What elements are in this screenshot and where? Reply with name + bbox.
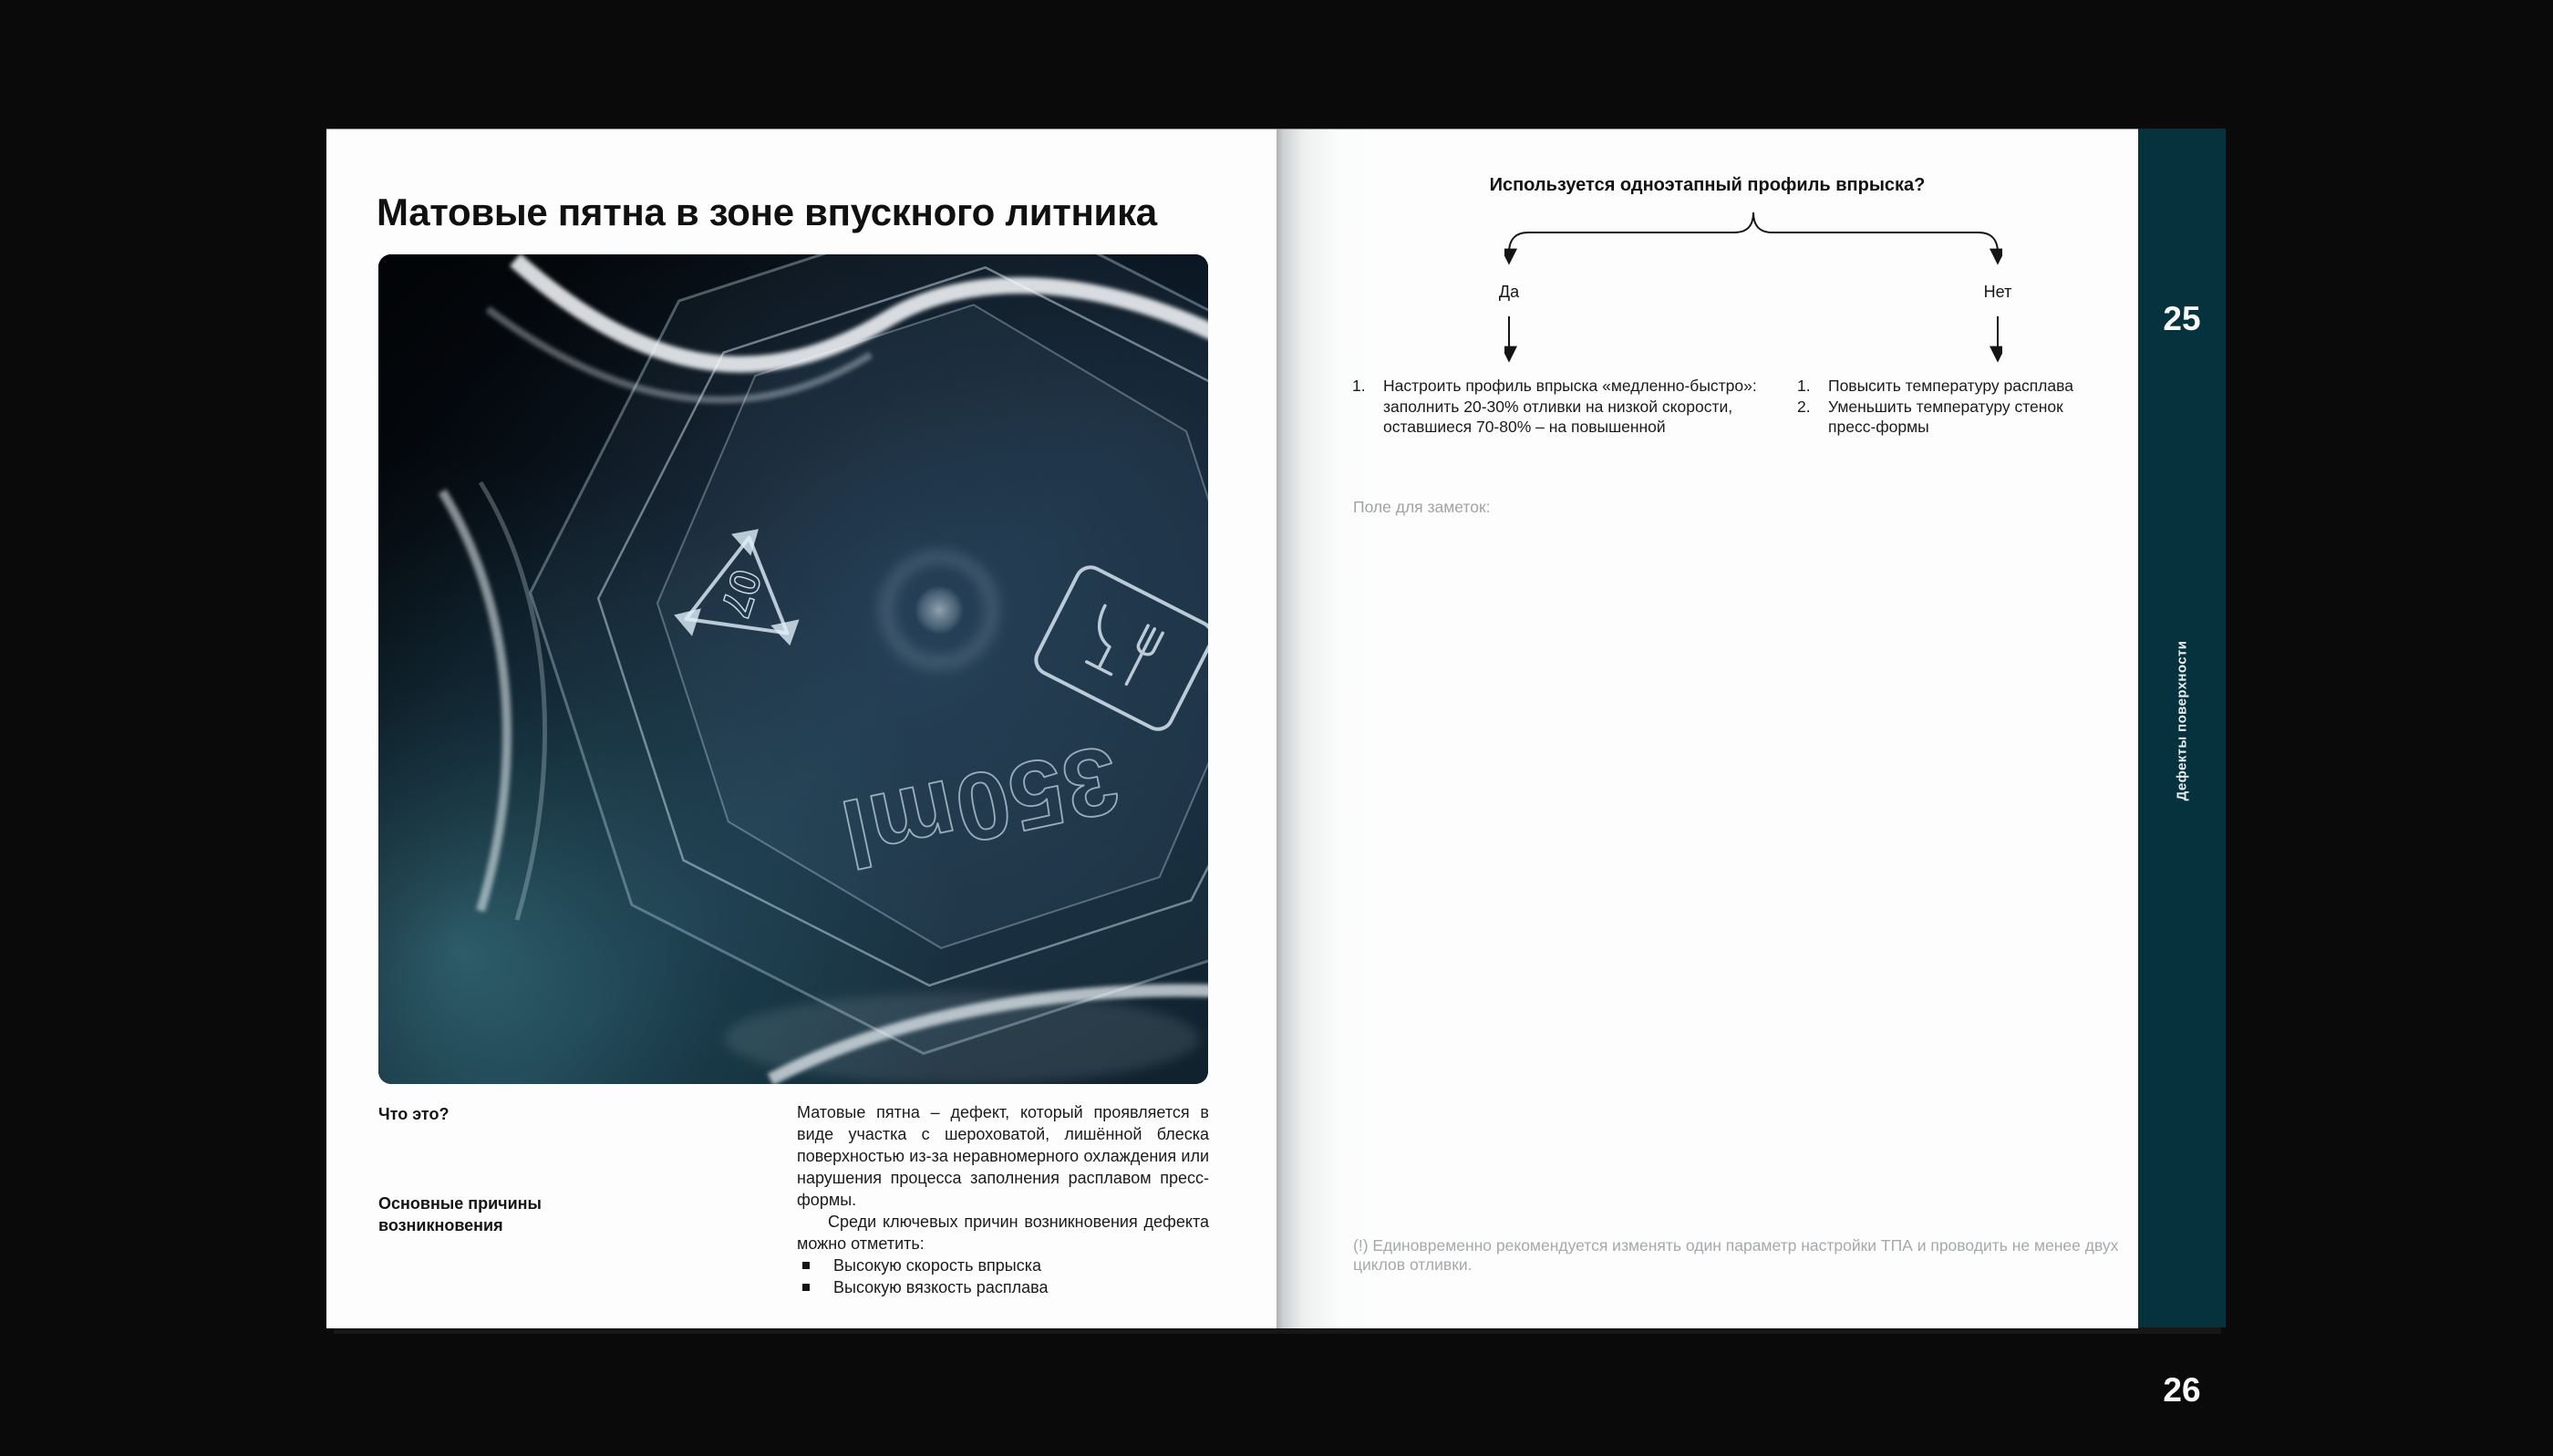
step-number: 1.: [1797, 377, 1811, 395]
step-text: Повысить температуру расплава: [1828, 377, 2073, 395]
volume-marking-text: 350ml: [831, 724, 1128, 888]
list-item: [1797, 376, 2098, 397]
svg-text:07: 07: [711, 563, 771, 624]
left-page: [326, 129, 1276, 1328]
defect-photo-artwork: [378, 254, 1208, 1084]
step-text: Настроить профиль впрыска «медленно-быстро»: заполнить 20-30% отливки на низкой скорости, оставшиеся 70-80% – на повышенной: [1383, 377, 1757, 436]
bullet-square-icon: [802, 1284, 810, 1291]
section-label-vertical: [2138, 634, 2226, 807]
step-text: Уменьшить температуру стенок пресс-формы: [1828, 397, 2063, 436]
step-number: 1.: [1352, 377, 1366, 395]
causes-intro: Среди ключевых причин возникновения дефекта можно отметить:: [797, 1213, 1209, 1253]
step-number: 2.: [1797, 397, 1811, 416]
list-item: [1352, 376, 1772, 438]
list-item: [797, 1276, 1209, 1298]
cause-text: Высокую скорость впрыска: [833, 1256, 1042, 1275]
section-sidebar: [2138, 129, 2226, 1409]
page-number-25: 25: [2163, 300, 2201, 337]
gate-mark: [915, 585, 964, 635]
list-item: [797, 1255, 1209, 1276]
description-column: [797, 1101, 1209, 1298]
flowchart-connector-arrows: [1504, 211, 2002, 375]
branch-yes-label: Да: [1498, 283, 1520, 301]
list-item: [1797, 397, 2098, 438]
defect-description: Матовые пятна – дефект, который проявляется в виде участка с шероховатой, лишённой блеска поверхностью из-за неравномерного охлаждения или нарушения процесса заполнения расплавом пресс-формы.: [797, 1103, 1209, 1209]
causes-list: [797, 1255, 1209, 1298]
branch-no-label: Нет: [1983, 283, 2012, 301]
notes-field-label: Поле для заметок:: [1353, 498, 1491, 516]
page-number-26: 26: [2163, 1371, 2201, 1409]
section-label-text: Дефекты поверхности: [2174, 640, 2190, 800]
flowchart-question: Используется одноэтапный профиль впрыска?: [1489, 175, 1926, 195]
no-steps-list: [1797, 376, 2098, 438]
defect-photo: [378, 254, 1208, 1084]
what-is-it-label: Что это?: [378, 1105, 450, 1123]
footnote: (!) Единовременно рекомендуется изменять один параметр настройки ТПА и проводить не менее двух циклов отливки.: [1353, 1236, 2119, 1274]
main-causes-label: Основные причины возникновения: [378, 1194, 542, 1234]
bullet-square-icon: [802, 1262, 810, 1269]
spread-drop-shadow: [334, 1327, 2221, 1334]
yes-steps-list: [1352, 376, 1772, 438]
right-page: [1276, 129, 2138, 1328]
cause-text: Высокую вязкость расплава: [833, 1278, 1049, 1296]
page-title: Матовые пятна в зоне впускного литника: [377, 191, 1157, 234]
bottom-glow: [725, 993, 1199, 1084]
